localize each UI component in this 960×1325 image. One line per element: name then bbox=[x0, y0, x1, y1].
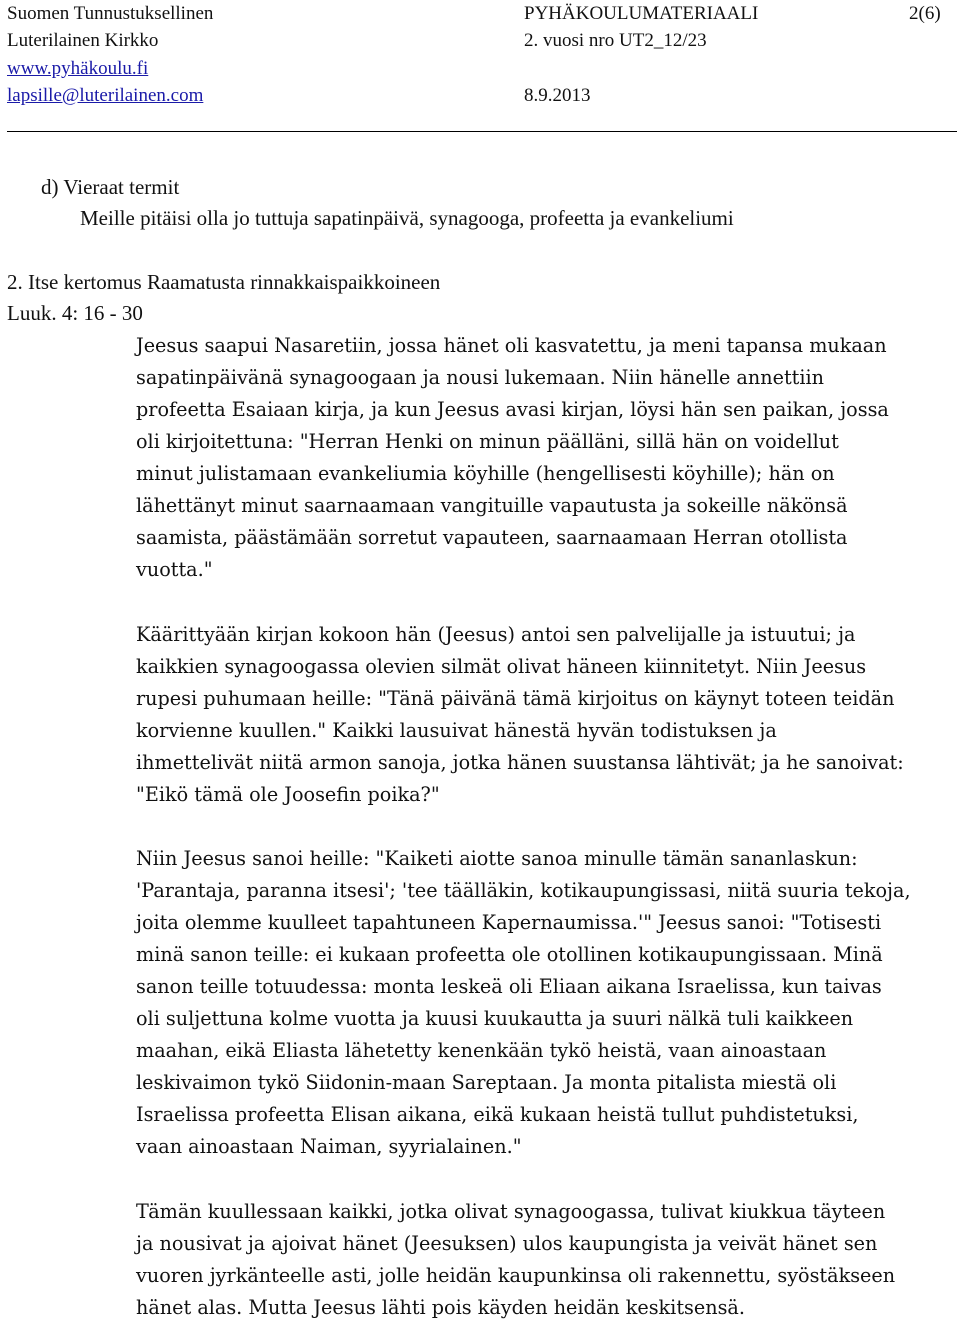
scripture-line: leskivaimon tykö Siidonin-maan Sareptaan. Ja monta pitalista miestä oli bbox=[136, 1071, 837, 1094]
scripture-line: lähettänyt minut saarnaamaan vangituille vapautusta ja sokeille näkönsä bbox=[136, 494, 848, 517]
email-link[interactable]: lapsille@luterilainen.com bbox=[7, 85, 204, 106]
scripture-line: hänet alas. Mutta Jeesus lähti pois käyden heidän keskitsensä. bbox=[136, 1296, 745, 1319]
scripture-line: oli suljettuna kolme vuotta ja kuusi kuukautta ja suuri nälkä tuli kaikkeen bbox=[136, 1007, 854, 1030]
doc-title: PYHÄKOULUMATERIAALI bbox=[524, 3, 759, 24]
section-d-heading: d) Vieraat termit bbox=[41, 175, 180, 199]
doc-subtitle: 2. vuosi nro UT2_12/23 bbox=[524, 30, 707, 51]
scripture-line: joita olemme kuulleet tapahtuneen Kapernaumissa.'" Jeesus sanoi: "Totisesti bbox=[136, 911, 882, 934]
scripture-line: profeetta Esaiaan kirja, ja kun Jeesus avasi kirjan, löysi hän sen paikan, jossa bbox=[136, 398, 889, 421]
scripture-line: minut julistamaan evankeliumia köyhille (hengellisesti köyhille); hän on bbox=[136, 462, 835, 485]
page-number: 2(6) bbox=[909, 3, 941, 24]
scripture-line: maahan, eikä Eliasta lähetetty kenenkään tykö heistä, vaan ainoastaan bbox=[136, 1039, 827, 1062]
scripture-line: Jeesus saapui Nasaretiin, jossa hänet oli kasvatettu, ja meni tapansa mukaan bbox=[136, 334, 887, 357]
scripture-line: saamista, päästämään sorretut vapauteen, saarnaamaan Herran otollista bbox=[136, 526, 848, 549]
scripture-line: vaan ainoastaan Naiman, syyrialainen." bbox=[136, 1135, 522, 1158]
scripture-line: korvienne kuullen." Kaikki lausuivat hänestä hyvän todistuksen ja bbox=[136, 719, 777, 742]
org-name-line1: Suomen Tunnustuksellinen bbox=[7, 3, 214, 24]
scripture-reference: Luuk. 4: 16 - 30 bbox=[7, 301, 143, 325]
scripture-line: kaikkien synagoogassa olevien silmät olivat häneen kiinnitetyt. Niin Jeesus bbox=[136, 655, 867, 678]
scripture-line: Tämän kuullessaan kaikki, jotka olivat synagoogassa, tulivat kiukkua täyteen bbox=[136, 1200, 886, 1223]
scripture-line: Israelissa profeetta Elisan aikana, eikä kukaan heistä tullut puhdistetuksi, bbox=[136, 1103, 859, 1126]
scripture-line: rupesi puhumaan heille: "Tänä päivänä tämä kirjoitus on käynyt toteen teidän bbox=[136, 687, 895, 710]
scripture-line: Niin Jeesus sanoi heille: "Kaiketi aiotte sanoa minulle tämän sananlaskun: bbox=[136, 847, 858, 870]
section-d-text: Meille pitäisi olla jo tuttuja sapatinpäivä, synagooga, profeetta ja evankeliumi bbox=[80, 206, 734, 230]
doc-date: 8.9.2013 bbox=[524, 85, 591, 106]
scripture-line: sapatinpäivänä synagoogaan ja nousi lukemaan. Niin hänelle annettiin bbox=[136, 366, 824, 389]
header-divider bbox=[7, 131, 957, 132]
section-2-heading: 2. Itse kertomus Raamatusta rinnakkaispaikkoineen bbox=[7, 270, 441, 294]
org-name-line2: Luterilainen Kirkko bbox=[7, 30, 159, 51]
scripture-line: ihmettelivät niitä armon sanoja, jotka hänen suustansa lähtivät; ja he sanoivat: bbox=[136, 751, 904, 774]
scripture-line: minä sanon teille: ei kukaan profeetta ole otollinen kotikaupungissaan. Minä bbox=[136, 943, 883, 966]
scripture-line: vuotta." bbox=[136, 558, 213, 581]
scripture-line: ja nousivat ja ajoivat hänet (Jeesuksen) ulos kaupungista ja veivät hänet sen bbox=[136, 1232, 878, 1255]
scripture-line: oli kirjoitettuna: "Herran Henki on minun päälläni, sillä hän on voidellut bbox=[136, 430, 839, 453]
scripture-line: 'Parantaja, paranna itsesi'; 'tee täälläkin, kotikaupungissasi, niitä suuria tekoja, bbox=[136, 879, 911, 902]
scripture-line: Käärittyään kirjan kokoon hän (Jeesus) antoi sen palvelijalle ja istuutui; ja bbox=[136, 623, 856, 646]
website-link[interactable]: www.pyhäkoulu.fi bbox=[7, 58, 149, 79]
scripture-line: sanon teille totuudessa: monta leskeä oli Eliaan aikana Israelissa, kun taivas bbox=[136, 975, 882, 998]
scripture-line: "Eikö tämä ole Joosefin poika?" bbox=[136, 783, 440, 806]
scripture-line: vuoren jyrkänteelle asti, jolle heidän kaupunkinsa oli rakennettu, syöstäkseen bbox=[136, 1264, 896, 1287]
